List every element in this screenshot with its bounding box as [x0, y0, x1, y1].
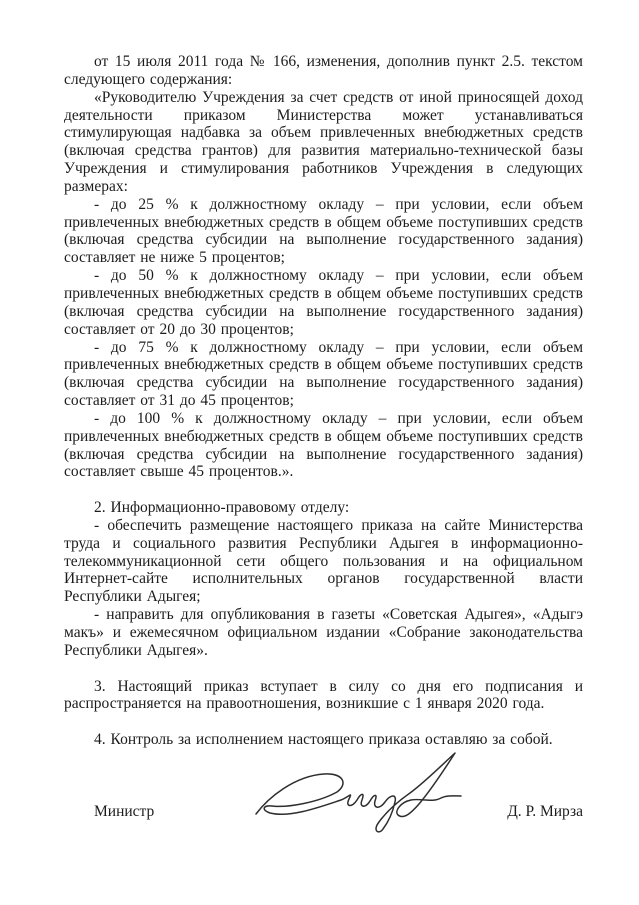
paragraph-rate-100: - до 100 % к должностному окладу – при условии, если объем привлеченных внебюджетных средств в общем объеме поступивших средств (включая средства субсидии на выполнение государственного задания) составляет свыше 45 процентов.». [64, 409, 583, 481]
paragraph-rate-25: - до 25 % к должностному окладу – при условии, если объем привлеченных внебюджетных средств в общем объеме поступивших средств (включая средства субсидии на выполнение государственного задания) составляет не ниже 5 процентов; [64, 195, 583, 267]
paragraph-item-4: 4. Контроль за исполнением настоящего приказа оставляю за собой. [94, 731, 553, 749]
minister-title: Министр [94, 803, 155, 820]
minister-name: Д. Р. Мирза [507, 803, 583, 820]
paragraph-item-2: 2. Информационно-правовому отделу: [94, 499, 350, 517]
paragraph-rate-75: - до 75 % к должностному окладу – при условии, если объем привлеченных внебюджетных средств в общем объеме поступивших средств (включая средства субсидии на выполнение государственного задания) составляет от 31 до 45 процентов; [64, 338, 583, 410]
paragraph-item-2-website: - обеспечить размещение настоящего приказа на сайте Министерства труда и социального развития Республики Адыгея в информационно-телекоммуникационной сети общего пользования и на официальном Интернет-сайте исполнительных органов государственной власти Республики Адыгея; [64, 516, 583, 606]
paragraph-intro-continuation: от 15 июля 2011 года № 166, изменения, дополнив пункт 2.5. текстом следующего содержания: [64, 53, 583, 88]
document-body [64, 53, 583, 749]
paragraph-item-3: 3. Настоящий приказ вступает в силу со дня его подписания и распространяется на правоотношения, возникшие с 1 января 2020 года. [64, 677, 583, 713]
signature-block [64, 803, 583, 821]
paragraph-item-2-press: - направить для опубликования в газеты «Советская Адыгея», «Адыгэ макъ» и ежемесячном официальном издании «Собрание законодательства Республики Адыгея». [64, 606, 583, 659]
paragraph-quote-opening: «Руководителю Учреждения за счет средств от иной приносящей доход деятельности приказом Министерства может устанавливаться стимулирующая надбавка за объем привлеченных внебюджетных средств (включая средства грантов) для развития материально-технической базы Учреждения и стимулирования работников Учреждения в следующих размерах: [64, 88, 583, 195]
paragraph-rate-50: - до 50 % к должностному окладу – при условии, если объем привлеченных внебюджетных средств в общем объеме поступивших средств (включая средства субсидии на выполнение государственного задания) составляет от 20 до 30 процентов; [64, 267, 583, 338]
signature-image [248, 750, 466, 846]
